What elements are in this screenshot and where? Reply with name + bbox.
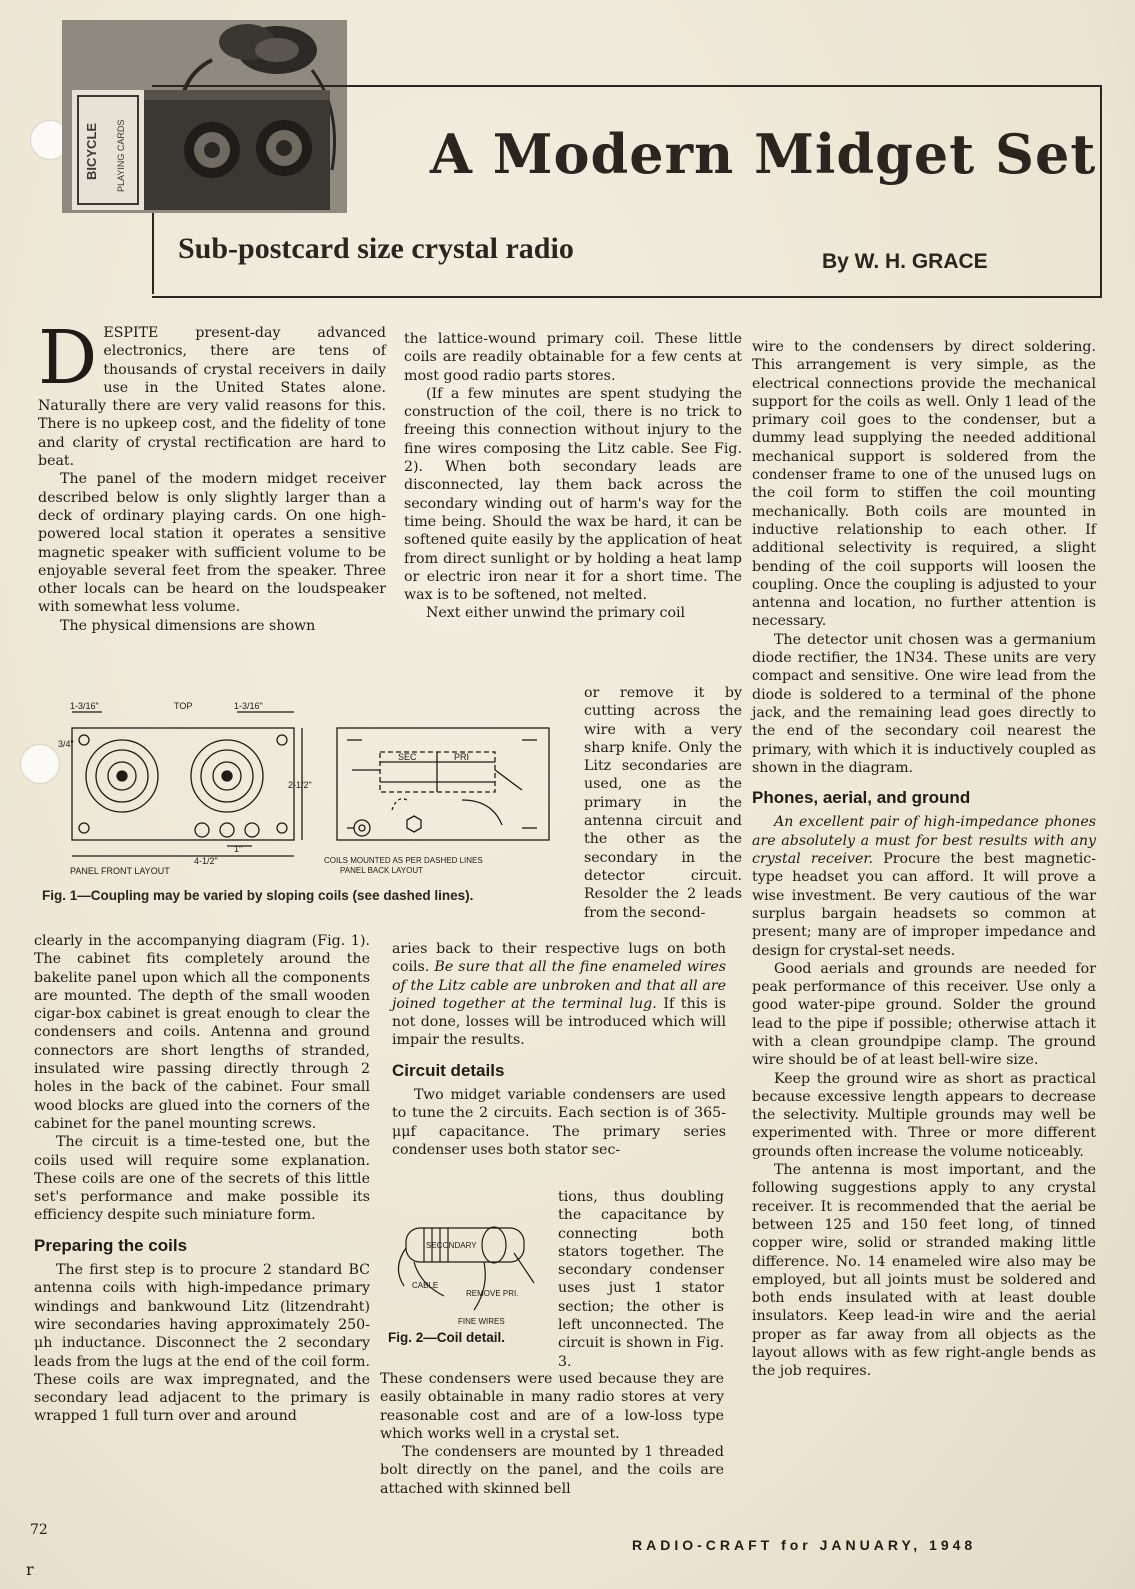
fig1-back-caption-2: PANEL BACK LAYOUT	[340, 866, 423, 875]
fig1-dim-one: 1"	[234, 844, 243, 854]
fig1-back-caption-1: COILS MOUNTED AS PER DASHED LINES	[324, 856, 483, 865]
heading-circuit-details: Circuit details	[392, 1060, 505, 1080]
col1-paragraph-6: The first step is to procure 2 standard BC antenna coils with high-impedance primary windings and bankwound Litz (litzendraht) wire secondaries having approximately 250-μh inductance. Disconnect the 2 secondary leads from the lugs at the end of the coil form. These coils are wax impregnated, and the secondary lead adjacent to the primary is wrapped 1 full turn over and around	[34, 1262, 370, 1425]
fig2-cable-label: CABLE	[412, 1281, 439, 1290]
column-2-top	[404, 330, 742, 623]
col2-paragraph-3a: Next either unwind the primary coil	[426, 605, 686, 622]
fig1-dim-height: 2-1/2"	[288, 780, 312, 790]
col3-paragraph-2: The detector unit chosen was a germanium diode rectifier, the 1N34. These units are very compact and sensitive. One wire lead from the diode is soldered to a terminal of the phone jack, and the remaining lead goes directly to the end of the secondary coil nearest the primary, with which it is inductively coupled as shown in the diagram.	[752, 631, 1096, 776]
heading-preparing-coils: Preparing the coils	[34, 1235, 188, 1255]
col2-paragraph-4-italic: Be sure that all the fine enameled wires of the Litz cable are unbroken and that all are joined together at the terminal lug.	[392, 959, 726, 1012]
title-frame-left	[152, 213, 154, 294]
fig1-panel-front-label: PANEL FRONT LAYOUT	[70, 866, 170, 876]
punch-hole-middle	[20, 744, 60, 784]
col3-paragraph-3: Procure the best magnetic-type headset you can afford. It will prove a wise investment. Be very cautious of the war surplus bargain headsets so common at present; many are of improper impedance and design for crystal-set needs.	[752, 851, 1096, 959]
figure-1	[58, 700, 567, 878]
col2-paragraph-5: Two midget variable condensers are used to tune the 2 circuits. Each section is of 365-μμf capacitance. The primary series condenser uses both stator sec-	[392, 1087, 726, 1158]
heading-phones-aerial-ground: Phones, aerial, and ground	[752, 788, 971, 808]
column-2-bottom	[392, 940, 726, 1159]
fig1-sec-label: SEC	[398, 752, 417, 762]
fig1-dim-left: 1-3/16"	[70, 701, 99, 711]
fig1-dim-side: 3/4"	[58, 739, 74, 749]
col1-paragraph-1: ESPITE present-day advanced electronics, there are tens of thousands of crystal receivers in daily use in the United States alone. Naturally there are very valid reasons for this. There is no upkeep cost, and the fidelity of tone and clarity of crystal rectification are hard to beat.	[38, 325, 386, 470]
drop-cap: D	[38, 315, 98, 401]
fig1-pri-label: PRI	[454, 752, 470, 762]
column-2-end	[380, 1370, 724, 1498]
photo-box-label-1: BICYCLE	[84, 122, 99, 180]
magazine-footer: RADIO-CRAFT for JANUARY, 1948	[632, 1537, 977, 1553]
col3-paragraph-1: wire to the condensers by direct soldering. This arrangement is very simple, as the electrical connections provide the mechanical support for the coils as well. Only 1 lead of the primary coil goes to the condenser, but a dummy lead supplying the needed additional mechanical support is soldered from the condenser frame to one of the unused lugs on the coil form to stiffen the coil mounting mechanically. Both coils are mounted in inductive relationship to each other. If additional selectivity is required, a slight bending of the coil supports will loosen the coupling. Once the coupling is adjusted to your antenna and location, no further attention is necessary.	[752, 339, 1096, 630]
col2-paragraph-6: These condensers were used because they are easily obtainable in many radio stores at very reasonable cost and are of a low-loss type which works well in a crystal set.	[380, 1371, 724, 1442]
photo-box-label-2: PLAYING CARDS	[116, 119, 126, 192]
fig1-dim-right: 1-3/16"	[234, 701, 263, 711]
col2-paragraph-5b: tions, thus doubling the capacitance by connecting both stators together. The secondary condenser uses just 1 stator section; the other is left unconnected. The circuit is shown in Fig. 3.	[558, 1189, 724, 1370]
fig2-remove-pri-label: REMOVE PRI.	[466, 1289, 519, 1298]
fig2-fine-wires-label: FINE WIRES	[458, 1317, 505, 1326]
column-2-narrow	[584, 684, 742, 922]
column-1-bottom	[34, 932, 370, 1426]
column-3	[752, 338, 1096, 1381]
col1-paragraph-3: The physical dimensions are shown	[60, 617, 316, 634]
corner-mark: r	[26, 1560, 34, 1579]
col2-paragraph-3b: or remove it by cutting across the wire with a very sharp knife. Only the Litz secondaries are used, one as the primary in the antenna circuit and the other as the secondary in the detector circuit. Resolder the 2 leads from the second-	[584, 685, 742, 921]
col3-paragraph-4: Good aerials and grounds are needed for peak performance of this receiver. Use only a good water-pipe ground. Solder the ground lead to the pipe if possible; otherwise attach it with a clean groundpipe clamp. The ground wire should be of at least bell-wire size.	[752, 960, 1096, 1069]
col2-paragraph-4: aries back to their respective lugs on both coils.	[392, 941, 726, 976]
page-subtitle: Sub-postcard size crystal radio	[178, 232, 574, 265]
col2-paragraph-2: (If a few minutes are spent studying the construction of the coil, there is no trick to freeing this connection without injury to the fine wires composing the Litz cable. See Fig. 2). When both secondary leads are disconnected, lay them back across the secondary winding out of harm's way for the time being. Should the wax be hard, it can be softened quite easily by the application of heat from direct sunlight or by holding a heat lamp or electric iron near it for a short time. The wax is to be softened, not melted.	[404, 385, 742, 604]
col3-paragraph-5: Keep the ground wire as short as practical because excessive length appears to decrease the selectivity. Multiple grounds may well be experimented with. Three or more different grounds often increase the volume noticeably.	[752, 1070, 1096, 1160]
figure-1-caption: Fig. 1—Coupling may be varied by sloping coils (see dashed lines).	[42, 888, 474, 903]
col1-paragraph-2: The panel of the modern midget receiver described below is only slightly larger than a deck of ordinary playing cards. On one high-powered local station it operates a sensitive magnetic speaker with sufficient volume to be enjoyable several feet from the speaker. Three other locals can be heard on the loudspeaker with somewhat less volume.	[38, 471, 386, 616]
figure-2-caption: Fig. 2—Coil detail.	[388, 1330, 506, 1345]
page-number: 72	[30, 1522, 48, 1538]
byline: By W. H. GRACE	[822, 250, 988, 273]
col3-paragraph-3-italic: An excellent pair of high-impedance phones are absolutely a must for best results with any crystal receiver.	[752, 814, 1096, 868]
fig1-dim-width: 4-1/2"	[194, 856, 218, 866]
figure-2	[384, 1198, 554, 1326]
col1-paragraph-5: The circuit is a time-tested one, but the coils used will require some explanation. These coils are one of the secrets of this little set's performance and make possible its efficiency despite such miniature form.	[34, 1134, 370, 1224]
fig1-top-label: TOP	[174, 701, 193, 711]
col3-paragraph-6: The antenna is most important, and the following suggestions apply to any crystal receiver. It is recommended that the aerial be between 125 and 150 feet long, of tinned copper wire, solid or stranded making little difference. No. 14 enameled wire also may be employed, but all joints must be soldered and both ends insulated with at least double insulators. Keep lead-in wire and the aerial proper as far away from all objects as the layout allows with as few right-angle bends as the job requires.	[752, 1162, 1096, 1380]
col1-paragraph-4: clearly in the accompanying diagram (Fig. 1). The cabinet fits completely around the bakelite panel upon which all the components are mounted. The depth of the small wooden cigar-box cabinet is great enough to clear the condensers and coils. Antenna and ground connectors are short lengths of stranded, insulated wire passing directly through 2 holes in the back of the cabinet. Four small wood blocks are glued into the corners of the cabinet for the panel mounting screws.	[34, 933, 370, 1132]
col2-paragraph-4-end: If this is not done, losses will be introduced which will impair the results.	[392, 995, 726, 1049]
col2-paragraph-1: the lattice-wound primary coil. These little coils are readily obtainable for a few cents at most good radio parts stores.	[404, 331, 742, 384]
col2-paragraph-7: The condensers are mounted by 1 threaded bolt directly on the panel, and the coils are attached with skinned bell	[380, 1444, 724, 1497]
column-1-top	[38, 315, 386, 635]
column-2-beside-fig2	[558, 1188, 724, 1371]
page-title: A Modern Midget Set	[430, 122, 1097, 186]
fig2-secondary-label: SECONDARY	[426, 1241, 477, 1250]
